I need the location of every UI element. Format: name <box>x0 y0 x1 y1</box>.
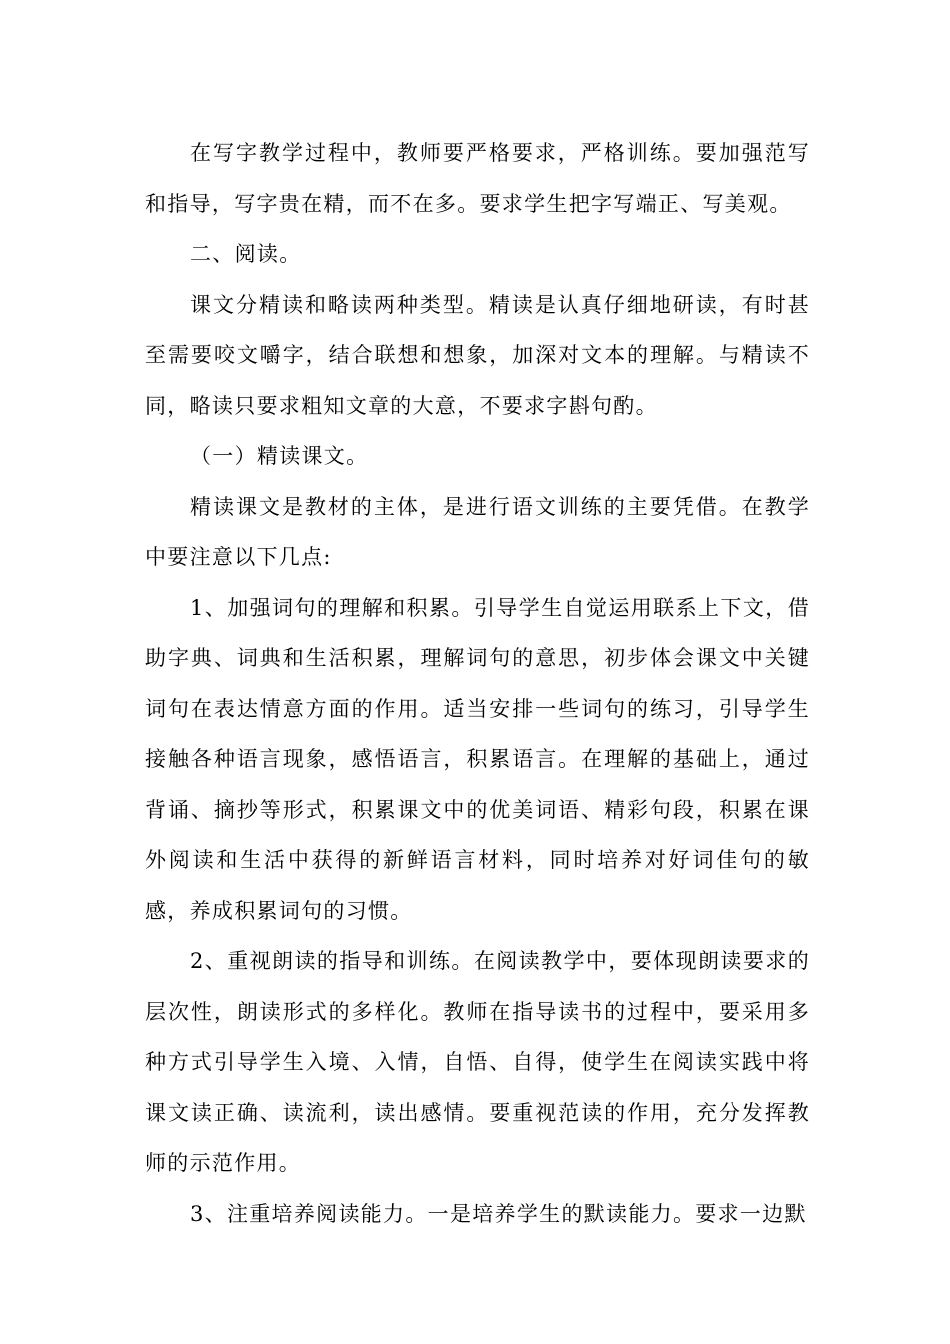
document-body <box>145 128 810 1239</box>
paragraph-point-1: 1、加强词句的理解和积累。引导学生自觉运用联系上下文，借助字典、词典和生活积累，理解词句的意思，初步体会课文中关键词句在表达情意方面的作用。适当安排一些词句的练习，引导学生接触各种语言现象，感悟语言，积累语言。在理解的基础上，通过背诵、摘抄等形式，积累课文中的优美词语、精彩句段，积累在课外阅读和生活中获得的新鲜语言材料，同时培养对好词佳句的敏感，养成积累词句的习惯。 <box>145 595 810 923</box>
paragraph-reading-types: 课文分精读和略读两种类型。精读是认真仔细地研读，有时甚至需要咬文嚼字，结合联想和想象，加深对文本的理解。与精读不同，略读只要求粗知文章的大意，不要求字斟句酌。 <box>145 292 810 418</box>
paragraph-writing-instruction: 在写字教学过程中，教师要严格要求，严格训练。要加强范写和指导，写字贵在精，而不在多。要求学生把字写端正、写美观。 <box>145 141 810 216</box>
section-heading-reading: 二、阅读。 <box>190 242 302 266</box>
paragraph-intensive-reading-intro: 精读课文是教材的主体，是进行语文训练的主要凭借。在教学中要注意以下几点: <box>145 494 810 569</box>
paragraph-point-2: 2、重视朗读的指导和训练。在阅读教学中，要体现朗读要求的层次性，朗读形式的多样化。教师在指导读书的过程中，要采用多种方式引导学生入境、入情，自悟、自得，使学生在阅读实践中将课文读正确、读流利，读出感情。要重视范读的作用，充分发挥教师的示范作用。 <box>145 949 810 1175</box>
subsection-heading-intensive-reading: （一）精读课文。 <box>190 444 369 468</box>
paragraph-point-3: 3、注重培养阅读能力。一是培养学生的默读能力。要求一边默 <box>190 1201 807 1226</box>
